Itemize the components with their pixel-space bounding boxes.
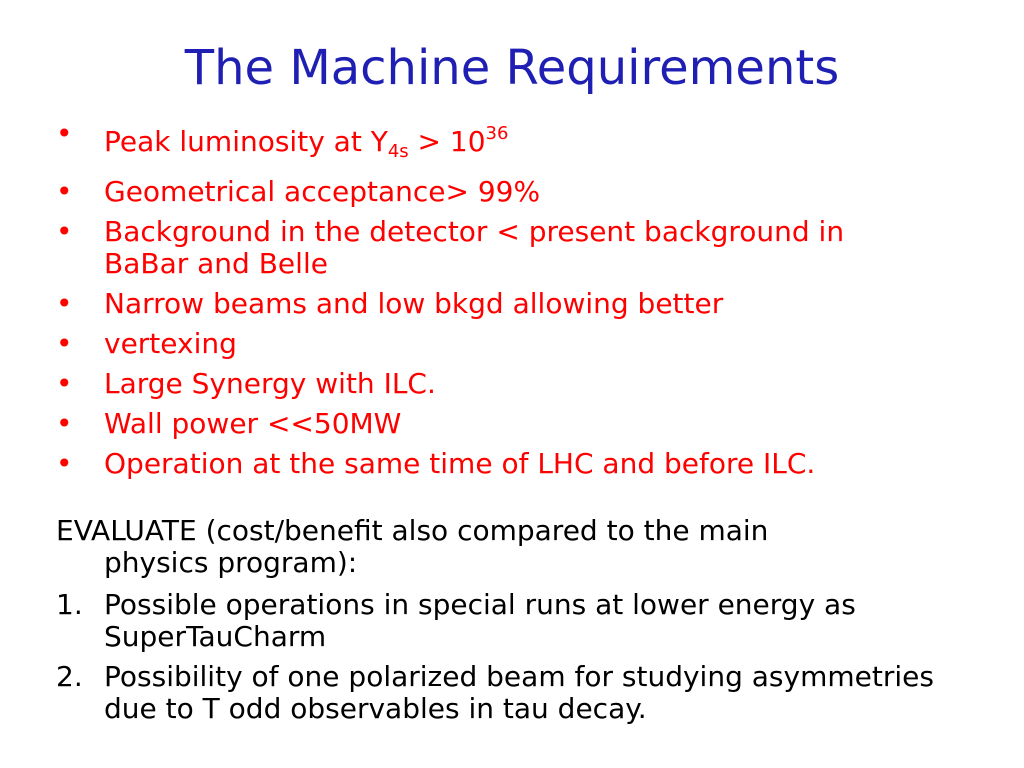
bullet-icon: • (56, 447, 73, 480)
numbered-item (56, 661, 936, 725)
list-item (56, 408, 916, 440)
list-item-text: Large Synergy with ILC. (104, 367, 436, 400)
list-item-text: vertexing (104, 327, 237, 360)
item-number: 2. (56, 660, 83, 693)
list-item (56, 288, 916, 320)
item-number: 1. (56, 588, 83, 621)
numbered-item-text: Possibility of one polarized beam for studying asymmetries due to T odd observables in tau decay. (104, 660, 934, 725)
evaluate-line-1: EVALUATE (cost/benefit also compared to the main (56, 514, 769, 547)
list-item-text: Operation at the same time of LHC and before ILC. (104, 447, 816, 480)
list-item (56, 118, 916, 168)
luminosity-subscript: 4s (387, 141, 409, 162)
list-item-text: Narrow beams and low bkgd allowing better (104, 287, 724, 320)
evaluate-line-2: physics program): (104, 546, 358, 579)
bullet-icon: • (56, 117, 73, 150)
list-item-text: Geometrical acceptance> 99% (104, 175, 541, 208)
bullet-icon: • (56, 327, 73, 360)
luminosity-value: > 10 (408, 125, 486, 158)
list-item (56, 176, 916, 208)
slide-title: The Machine Requirements (184, 40, 840, 96)
list-item (56, 328, 916, 360)
evaluation-list (56, 589, 936, 733)
requirements-list (56, 118, 916, 488)
evaluate-paragraph (56, 515, 936, 579)
luminosity-exponent: 36 (485, 123, 509, 144)
numbered-item (56, 589, 936, 653)
luminosity-text: Peak luminosity at Y (104, 125, 388, 158)
list-item-text: Background in the detector < present background in BaBar and Belle (104, 215, 845, 280)
list-item (56, 368, 916, 400)
bullet-icon: • (56, 287, 73, 320)
bullet-icon: • (56, 175, 73, 208)
numbered-item-text: Possible operations in special runs at lower energy as SuperTauCharm (104, 588, 856, 653)
list-item (56, 448, 916, 480)
bullet-icon: • (56, 367, 73, 400)
bullet-icon: • (56, 407, 73, 440)
list-item (56, 216, 916, 280)
bullet-icon: • (56, 215, 73, 248)
list-item-text: Wall power <<50MW (104, 407, 402, 440)
